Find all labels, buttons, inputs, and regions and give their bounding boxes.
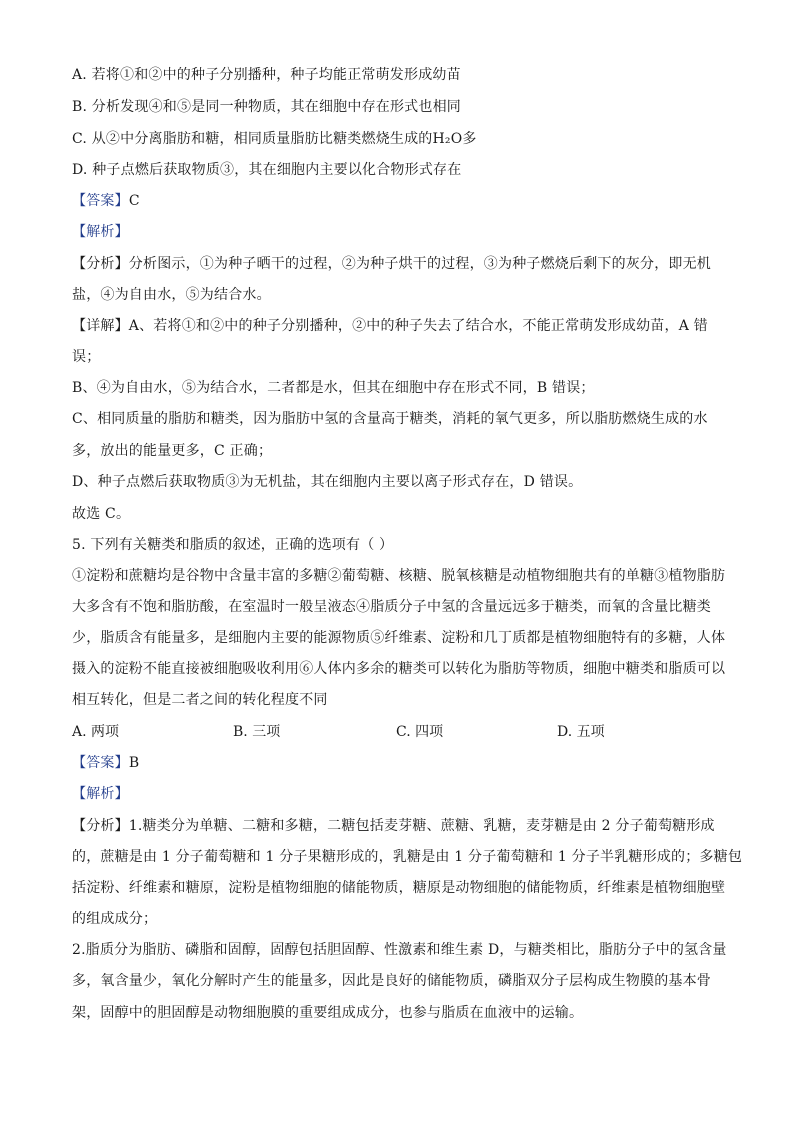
q4-option-d: D. 种子点燃后获取物质③，其在细胞内主要以化合物形式存在: [72, 162, 462, 178]
q5-body-line: 摄入的淀粉不能直接被细胞吸收利用⑥人体内多余的糖类可以转化为脂肪等物质，细胞中糖类和脂质可以: [72, 661, 726, 677]
q4-answer: [72, 191, 140, 211]
answer-value: B: [128, 755, 140, 771]
q5-fenxi-line: 多，氧含量少，氧化分解时产生的能量多，因此是良好的储能物质，磷脂双分子层构成生物膜的基本骨: [72, 973, 711, 989]
q5-option-b: B. 三项: [233, 724, 281, 740]
q5-fenxi-line: 2.脂质分为脂肪、磷脂和固醇，固醇包括胆固醇、性激素和维生素 D，与糖类相比，脂肪分子中的氢含量: [72, 942, 727, 958]
q4-xiangjie-line: B、④为自由水，⑤为结合水，二者都是水，但其在细胞中存在形式不同，B 错误；: [72, 380, 595, 396]
answer-value: C: [128, 193, 140, 209]
q5-fenxi-line: 架，固醇中的胆固醇是动物细胞膜的重要组成成分，也参与脂质在血液中的运输。: [72, 1005, 584, 1021]
q4-xiangjie-line: D、种子点燃后获取物质③为无机盐，其在细胞内主要以离子形式存在，D 错误。: [72, 474, 583, 490]
q5-answer: [72, 753, 139, 773]
q4-option-a: A. 若将①和②中的种子分别播种，种子均能正常萌发形成幼苗: [72, 67, 461, 83]
q5-fenxi-line: 括淀粉、纤维素和糖原，淀粉是植物细胞的储能物质，糖原是动物细胞的储能物质，纤维素是植物细胞壁: [72, 880, 726, 896]
q4-xiangjie-line: 故选 C。: [72, 506, 131, 522]
q5-fenxi-line: 【分析】1.糖类分为单糖、二糖和多糖，二糖包括麦芽糖、蔗糖、乳糖，麦芽糖是由 2 分子葡萄糖形成: [72, 818, 715, 834]
q4-xiangjie-line: 【详解】A、若将①和②中的种子分别播种，②中的种子失去了结合水，不能正常萌发形成幼苗，A 错: [72, 318, 708, 334]
q4-xiangjie-line: 误；: [72, 349, 101, 365]
q5-option-a: A. 两项: [72, 724, 120, 740]
q4-fenxi-line: 【分析】分析图示，①为种子晒干的过程，②为种子烘干的过程，③为种子燃烧后剩下的灰分，即无机: [72, 256, 711, 272]
q5-option-d: D. 五项: [557, 724, 605, 740]
q4-xiangjie-line: 多，放出的能量更多，C 正确；: [72, 443, 273, 459]
q5-body-line: 大多含有不饱和脂肪酸，在室温时一般呈液态④脂质分子中氢的含量远远多于糖类，而氧的含量比糖类: [72, 599, 711, 615]
q5-option-c: C. 四项: [396, 724, 444, 740]
q5-body-line: ①淀粉和蔗糖均是谷物中含量丰富的多糖②葡萄糖、核糖、脱氧核糖是动植物细胞共有的单糖③植物脂肪: [72, 568, 726, 584]
q5-fenxi-line: 的组成成分；: [72, 911, 158, 927]
q4-option-b: B. 分析发现④和⑤是同一种物质，其在细胞中存在形式也相同: [72, 99, 461, 115]
q5-stem: 5. 下列有关糖类和脂质的叙述，正确的选项有（ ）: [72, 537, 394, 553]
q4-xiangjie-line: C、相同质量的脂肪和糖类，因为脂肪中氢的含量高于糖类，消耗的氧气更多，所以脂肪燃烧生成的水: [72, 411, 708, 427]
q5-body-line: 相互转化，但是二者之间的转化程度不同: [72, 692, 328, 708]
answer-label: 【答案】: [72, 755, 129, 771]
q5-body-line: 少，脂质含有能量多，是细胞内主要的能源物质⑤纤维素、淀粉和几丁质都是植物细胞特有的多糖，人体: [72, 630, 726, 646]
q4-fenxi-line: 盐，④为自由水，⑤为结合水。: [72, 287, 271, 303]
q4-analysis-label: 【解析】: [72, 224, 129, 240]
q5-fenxi-line: 的，蔗糖是由 1 分子葡萄糖和 1 分子果糖形成的，乳糖是由 1 分子葡萄糖和 1 分子半乳糖形成的；多糖包: [72, 849, 743, 865]
answer-label: 【答案】: [72, 193, 129, 209]
q4-option-c: C. 从②中分离脂肪和糖，相同质量脂肪比糖类燃烧生成的H₂O多: [72, 131, 477, 147]
q5-analysis-label: 【解析】: [72, 786, 129, 802]
